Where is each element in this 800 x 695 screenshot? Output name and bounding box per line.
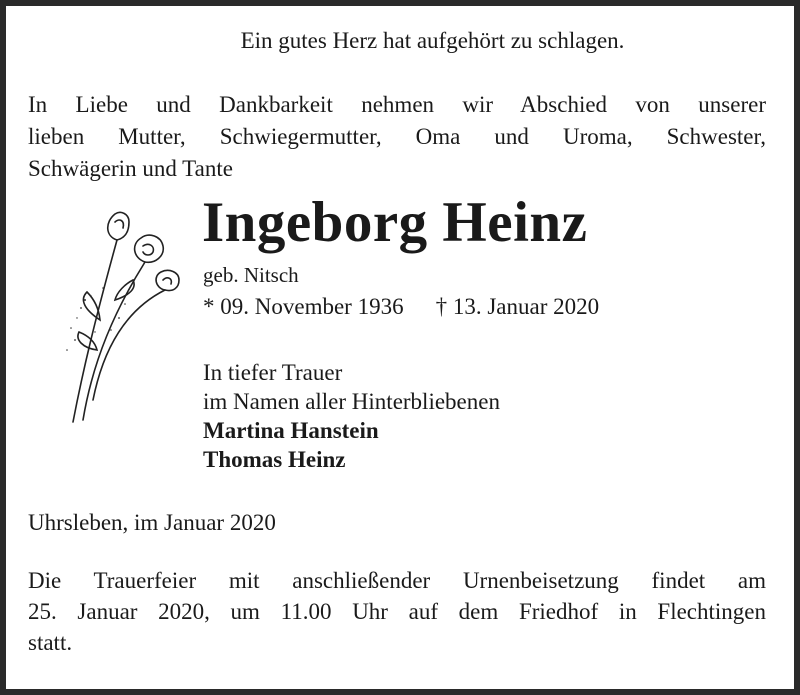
mourner-name: Thomas Heinz — [203, 447, 346, 472]
intro-text — [28, 89, 766, 185]
deceased-name: Ingeborg Heinz — [202, 191, 588, 254]
funeral-info — [28, 565, 766, 658]
funeral-line-1: Die Trauerfeier mit anschließender Urnenbeisetzung findet am — [28, 568, 766, 593]
life-dates — [203, 294, 599, 320]
death-date: † 13. Januar 2020 — [435, 294, 600, 319]
headline: Ein gutes Herz hat aufgehört zu schlagen. — [240, 28, 625, 53]
birth-date: * 09. November 1936 — [203, 294, 404, 319]
mourning-block — [203, 358, 500, 474]
intro-line-2: lieben Mutter, Schwiegermutter, Oma und Uroma, Schwester, — [28, 124, 766, 149]
intro-line-1: In Liebe und Dankbarkeit nehmen wir Abschied von unserer — [28, 92, 766, 117]
funeral-line-3: statt. — [28, 630, 73, 655]
funeral-line-2: 25. Januar 2020, um 11.00 Uhr auf dem Friedhof in Flechtingen — [28, 599, 766, 624]
roses-illustration — [55, 200, 195, 430]
mourning-line-1: In tiefer Trauer — [203, 360, 343, 385]
place-date: Uhrsleben, im Januar 2020 — [28, 510, 276, 535]
mourning-line-2: im Namen aller Hinterbliebenen — [203, 389, 500, 414]
intro-line-3: Schwägerin und Tante — [28, 156, 233, 181]
mourner-name: Martina Hanstein — [203, 418, 379, 443]
birth-name: geb. Nitsch — [203, 263, 299, 287]
